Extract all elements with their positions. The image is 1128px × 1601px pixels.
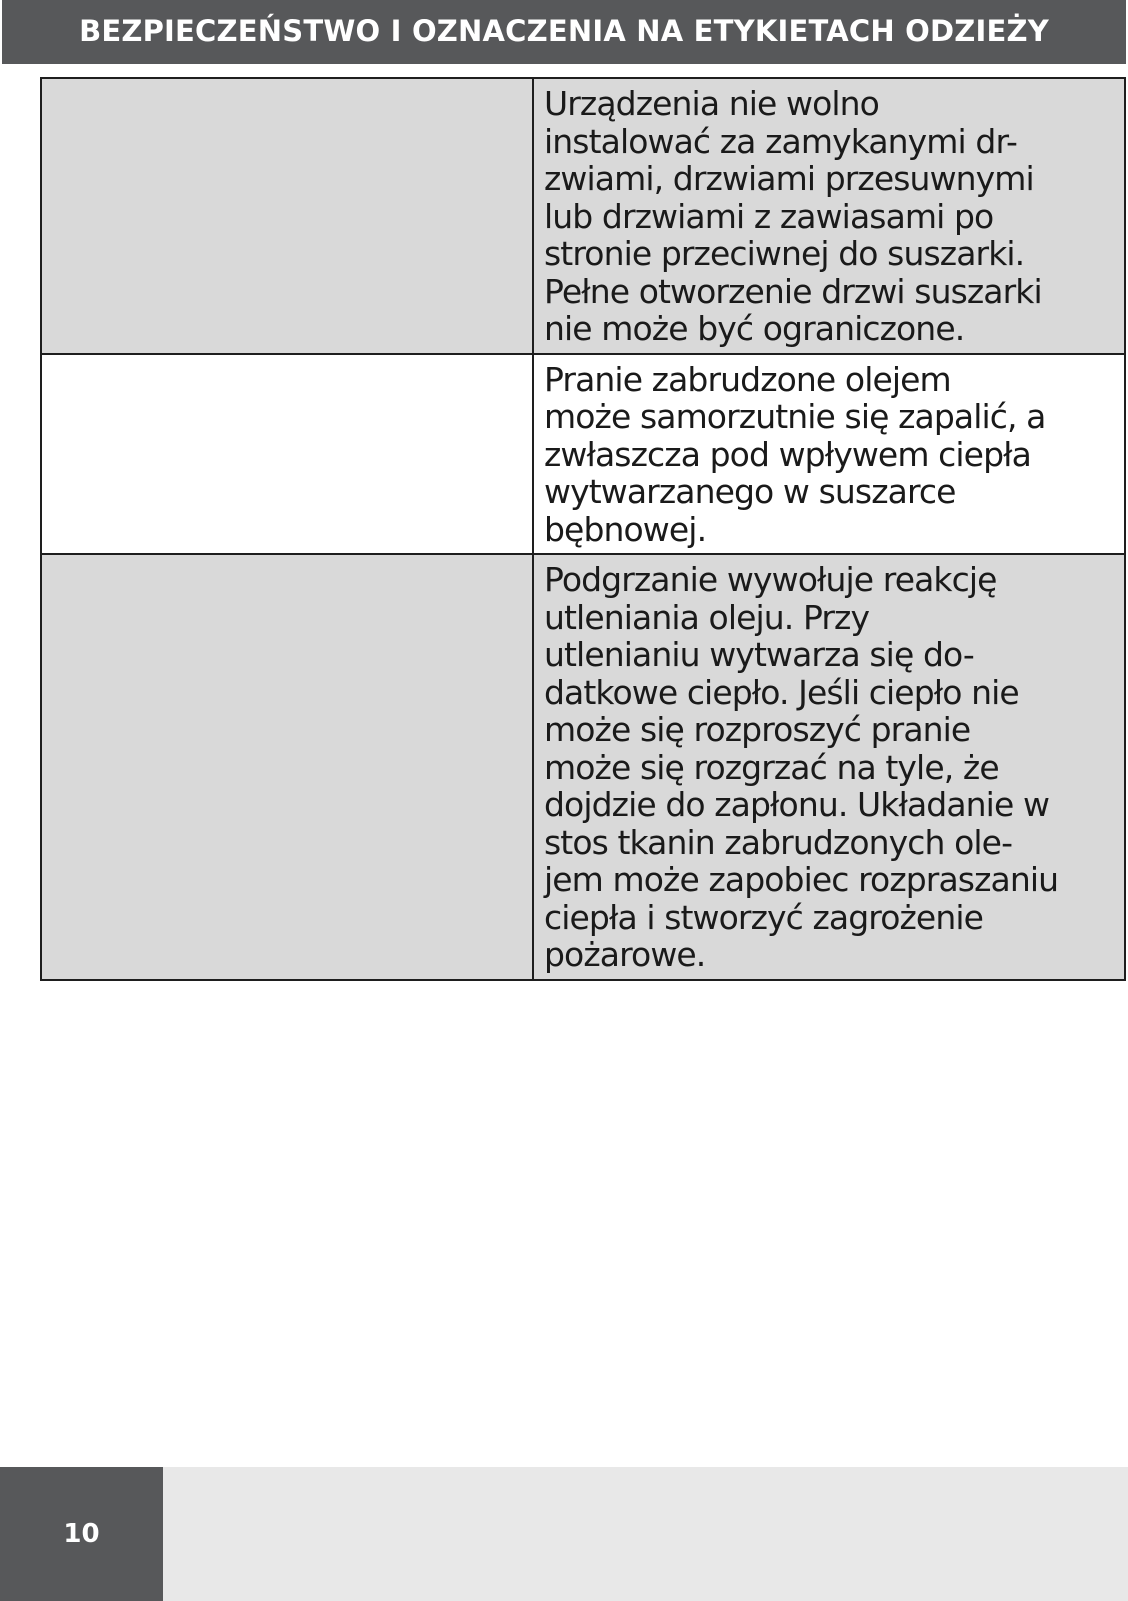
page-header — [2, 0, 1126, 64]
cell-text-line: lub drzwiami z zawiasami po — [544, 196, 994, 236]
cell-text-line: ciepła i stworzyć zagrożenie — [544, 897, 984, 937]
table-cell-right — [533, 78, 1125, 354]
header-title: BEZPIECZEŃSTWO I OZNACZENIA NA ETYKIETACH ODZIEŻY — [79, 14, 1049, 48]
cell-text-line: stronie przeciwnej do suszarki. — [544, 234, 1025, 273]
cell-text-line: może się rozgrzać na tyle, że — [544, 747, 999, 787]
page-number: 10 — [63, 1519, 100, 1549]
table-cell-left — [41, 554, 533, 980]
table-cell-left — [41, 354, 533, 555]
cell-text-line: może się rozproszyć pranie — [544, 710, 971, 749]
footer-bar — [163, 1467, 1128, 1601]
table-row — [41, 354, 1125, 555]
page-number-box — [0, 1467, 163, 1601]
cell-text-line: utlenianiu wytwarza się do- — [544, 635, 974, 674]
cell-text-line: utleniania oleju. Przy — [544, 597, 870, 637]
cell-text-line: zwłaszcza pod wpływem ciepła — [544, 434, 1031, 474]
table-cell-left — [41, 78, 533, 354]
cell-text-line: datkowe ciepło. Jeśli ciepło nie — [544, 672, 1019, 712]
table-row — [41, 78, 1125, 354]
cell-text-line: Pełne otworzenie drzwi suszarki — [544, 271, 1042, 311]
cell-text-line: jem może zapobiec rozpraszaniu — [544, 860, 1059, 899]
cell-text-line: stos tkanin zabrudzonych ole- — [544, 822, 1013, 862]
cell-text-line: Pranie zabrudzone olejem — [544, 359, 951, 399]
cell-text-line: pożarowe. — [544, 935, 706, 974]
cell-text-line: nie może być ograniczone. — [544, 309, 965, 348]
table-cell-right — [533, 354, 1125, 555]
cell-text-line: dojdzie do zapłonu. Układanie w — [544, 785, 1050, 824]
cell-text-line: bębnowej. — [544, 509, 707, 549]
cell-text-line: instalować za zamykanymi dr- — [544, 121, 1018, 161]
cell-text-line: Urządzenia nie wolno — [544, 84, 879, 123]
cell-text-line: zwiami, drzwiami przesuwnymi — [544, 159, 1034, 198]
table-row — [41, 554, 1125, 980]
cell-text-line: może samorzutnie się zapalić, a — [544, 397, 1046, 436]
cell-text-line: wytwarzanego w suszarce — [544, 472, 956, 511]
table-cell-right — [533, 554, 1125, 980]
safety-info-table — [40, 77, 1126, 981]
cell-text-line: Podgrzanie wywołuje reakcję — [544, 560, 997, 599]
